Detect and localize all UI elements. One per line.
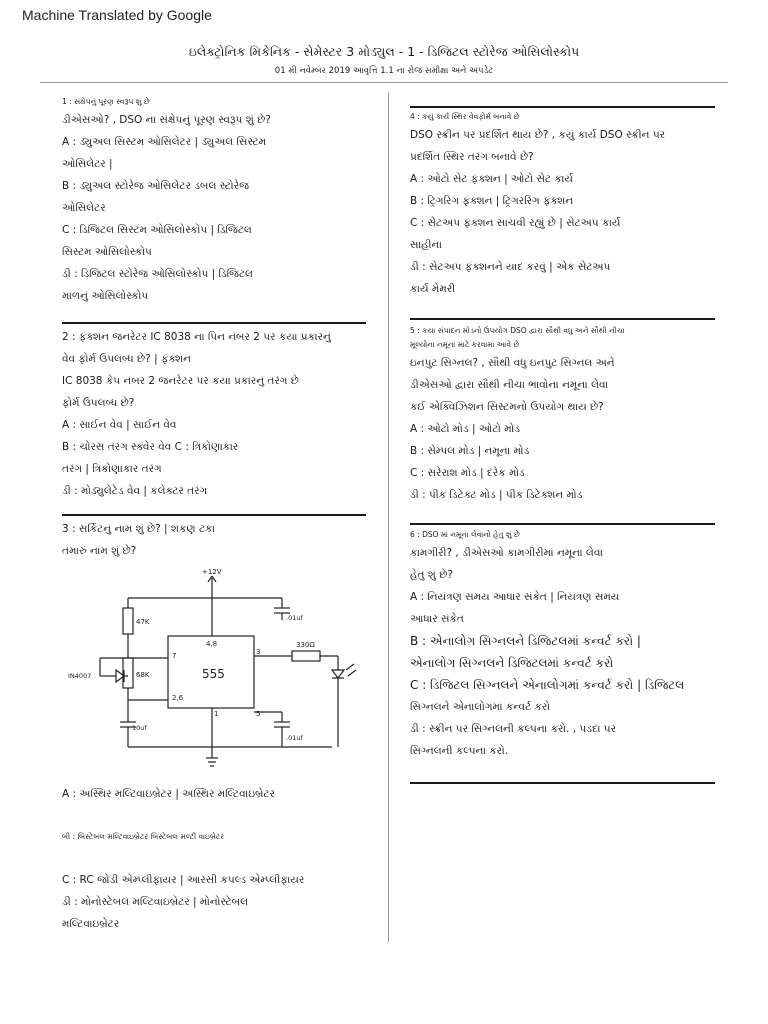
question-3 [62, 518, 367, 562]
q6-line-1: કામગીરી? , ડીએસઓ કામગીરીમાં નમૂના લેવા [410, 547, 603, 559]
q4-option-c-cont: સાહીના [410, 239, 442, 251]
q1-option-c: C : ડિજિટલ સિસ્ટમ ઓસિલોસ્કોપ | ડિજિટલ [62, 224, 252, 236]
q2-line-4: ફોર્મ ઉપલબ્ધ છે? [62, 397, 135, 409]
q2-top-rule [62, 322, 366, 324]
machine-translated-banner: Machine Translated by Google [22, 7, 212, 23]
q4-line-1: DSO સ્ક્રીન પર પ્રદર્શિત થાય છે? , કયું કાર્ય DSO સ્ક્રીન પર [410, 129, 666, 141]
q5-option-d: ડી : પીક ડિટેક્ટ મોડ | પીક ડિટેક્શન મોડ [410, 489, 583, 501]
header-divider [40, 82, 728, 83]
question-3-options [62, 783, 367, 805]
circuit-pin-2-6: 2,6 [172, 694, 184, 702]
circuit-c1-label: .01uf [286, 614, 303, 622]
question-1 [62, 95, 367, 307]
q2-option-a: A : સાઈન વેવ | સાઈન વેવ [62, 419, 177, 431]
q4-heading: 4 : કયું કાર્ય સ્થિર વેવફોર્મ બનાવે છે [410, 112, 520, 121]
q6-option-d-cont: સિગ્નલની કલ્પના કરો. [410, 745, 509, 757]
q5-line-5: કઈ એક્વિઝિશન સિસ્ટમનો ઉપયોગ થાય છે? [410, 401, 604, 413]
q3-option-b: બી : બિસ્ટેબલ મલ્ટિવાઇબ્રેટર બિસ્ટેબલ મલ્ટી વાઇબ્રેટર [62, 832, 225, 841]
q3-option-d-cont: મલ્ટિવાઇબ્રેટર [62, 918, 120, 930]
q4-line-2: પ્રદર્શિત સ્થિર તરંગ બનાવે છે? [410, 151, 534, 163]
q3-top-rule [62, 514, 366, 516]
q4-top-rule [410, 106, 715, 108]
q5-line-4: ડીએસઓ દ્વારા સૌથી નીચા ભાવોના નમૂના લેવા [410, 379, 609, 391]
q4-option-c: C : સેટઅપ ફંક્શન સાચવી રહ્યું છે | સેટઅપ કાર્ય [410, 217, 621, 229]
q6-line-2: હેતુ શું છે? [410, 569, 453, 581]
circuit-supply-label: +12V [202, 568, 222, 576]
q4-option-d-cont: કાર્ય મેમરી [410, 283, 456, 295]
q1-option-a: A : ડ્યુઅલ સિસ્ટમ ઓસિલેટર | ડ્યુઅલ સિસ્ટમ [62, 136, 267, 148]
q3-line-1: 3 : સર્કિટનું નામ શું છે? | શકણ ટકા [62, 523, 216, 535]
q4-option-d: ડી : સેટઅપ ફંક્શનને યાદ કરવું | એક સેટઅપ [410, 261, 611, 273]
q5-top-rule [410, 318, 715, 320]
question-5 [410, 324, 715, 506]
q5-line-2: મૂલ્યોના નમૂના માટે કરવામાં આવે છે [410, 340, 520, 349]
q3-line-2: તમારું નામ શું છે? [62, 545, 137, 557]
circuit-ic-label: 555 [202, 667, 225, 681]
q5-option-a: A : ઓટો મોડ | ઓટો મોડ [410, 423, 521, 435]
q1-option-d: ડી : ડિજિટલ સ્ટોરેજ ઓસિલોસ્કોપ | ડિજિટલ [62, 268, 253, 280]
q6-option-a: A : નિયંત્રણ સમય આધાર સંકેત | નિયંત્રણ સમય [410, 591, 620, 603]
circuit-pin-4-8: 4,8 [206, 640, 218, 648]
circuit-pin-5: 5 [256, 710, 261, 718]
q3-option-a: A : અસ્થિર મલ્ટિવાઇબ્રેટર | અસ્થિર મલ્ટિવાઇબ્રેટર [62, 788, 275, 800]
q5-line-3: ઇનપુટ સિગ્નલ? , સૌથી વધુ ઇનપુટ સિગ્નલ અને [410, 357, 615, 369]
q2-option-d: ડી : મોડ્યુલેટેડ વેવ | કલેક્ટર તરંગ [62, 485, 208, 497]
q6-option-d: ડી : સ્ક્રીન પર સિગ્નલની કલ્પના કરો. , પડદા પર [410, 723, 617, 735]
question-3-option-b-block [62, 830, 367, 844]
question-4 [410, 110, 715, 300]
q6-option-a-cont: આધાર સંકેત [410, 613, 464, 625]
q4-option-b: B : ટ્રિગરિંગ ફંક્શન | ટ્રિગરરિંગ ફંક્શન [410, 195, 574, 207]
q5-line-1: 5 : કયા સંપાદન મોડનો ઉપયોગ DSO દ્વારા સૌથી વધુ અને સૌથી નીચા [410, 326, 625, 335]
q6-option-c: C : ડિજિટલ સિગ્નલને એનાલોગમાં કન્વર્ટ કરો | ડિજિટલ [410, 678, 685, 692]
q1-option-c-cont: સિસ્ટમ ઓસિલોસ્કોપ [62, 246, 152, 258]
q1-option-b: B : ડ્યુઅલ સ્ટોરેજ ઓસિલેટર ડબલ સ્ટોરેજ [62, 180, 250, 192]
page-title: ઇલેક્ટ્રોનિક મિકેનિક - સેમેસ્ટર 3 મોડ્યુલ - 1 - ડિજિટલ સ્ટોરેજ ઓસિલોસ્કોપ [188, 44, 580, 59]
q2-line-3: IC 8038 કેપ નંબર 2 જનરેટર પર કયા પ્રકારનું તરંગ છે [62, 375, 299, 387]
question-6 [410, 528, 715, 762]
q6-heading: 6 : DSO માં નમૂના લેવાનો હેતુ શું છે [410, 530, 520, 539]
question-2 [62, 326, 367, 502]
column-divider [388, 92, 389, 942]
q1-option-b-cont: ઓસિલેટર [62, 202, 106, 214]
q2-line-1: 2 : ફંક્શન જનરેટર IC 8038 ના પિન નંબર 2 પર કયા પ્રકારનું [62, 331, 331, 343]
q1-heading: 1 : સંક્ષેપનું પૂરણ સ્વરૂપ શું છે [62, 97, 150, 106]
circuit-r1-label: 47K [136, 618, 150, 626]
circuit-pin-3: 3 [256, 648, 261, 656]
circuit-pin-7: 7 [172, 652, 177, 660]
circuit-r3-label: 330Ω [296, 641, 315, 649]
circuit-c3-label: .01uf [286, 734, 303, 742]
q5-option-c: C : સરેરાશ મોડ | દરેક મોડ [410, 467, 525, 479]
page-subtitle: 01 મી નવેમ્બર 2019 આવૃત્તિ 1.1 ના રોજ સમીક્ષા અને અપડેટ [274, 66, 494, 76]
q2-option-b-cont: તરંગ | ત્રિકોણાકાર તરંગ [62, 463, 162, 475]
q1-question: ડીએસઓ? , DSO ના સંક્ષેપનું પૂરણ સ્વરૂપ શું છે? [62, 114, 271, 126]
circuit-r2-label: 68K [136, 671, 150, 679]
q3-option-d: ડી : મોનોસ્ટેબલ મલ્ટિવાઇબ્રેટર | મોનોસ્ટેબલ [62, 896, 249, 908]
circuit-pin-1: 1 [214, 710, 219, 718]
q6-option-c-cont: સિગ્નલને એનાલોગમાં કન્વર્ટ કરો [410, 701, 550, 713]
question-3-option-cd-block [62, 869, 367, 935]
q2-option-b: B : ચોરસ તરંગ સ્ક્વેર વેવ C : ત્રિકોણાકાર [62, 441, 239, 453]
right-column-bottom-rule [410, 782, 715, 784]
q4-option-a: A : ઓટો સેટ ફંક્શન | ઓટો સેટ કાર્ય [410, 173, 573, 185]
q5-option-b: B : સેમ્પલ મોડ | નમૂના મોડ [410, 445, 530, 457]
q1-option-d-cont: માળનું ઓસિલોસ્કોપ [62, 290, 149, 302]
circuit-diagram-555 [60, 560, 380, 775]
q2-line-2: વેવ ફોર્મ ઉપલબ્ધ છે? | ફંક્શન [62, 353, 191, 365]
q6-option-b-cont: એનાલોગ સિગ્નલને ડિજિટલમાં કન્વર્ટ કરો [410, 656, 614, 670]
circuit-diode-label: IN4007 [68, 672, 92, 680]
q6-option-b: B : એનાલોગ સિગ્નલને ડિજિટલમાં કન્વર્ટ કરો | [410, 634, 641, 648]
q1-option-a-cont: ઓસિલેટર | [62, 158, 113, 170]
q3-option-c: C : RC જોડી એમ્પ્લીફાયર | આરસી કપલ્ડ એમ્પ્લીફાયર [62, 874, 305, 886]
q6-top-rule [410, 523, 715, 525]
circuit-c2-label: 10uf [132, 724, 147, 732]
